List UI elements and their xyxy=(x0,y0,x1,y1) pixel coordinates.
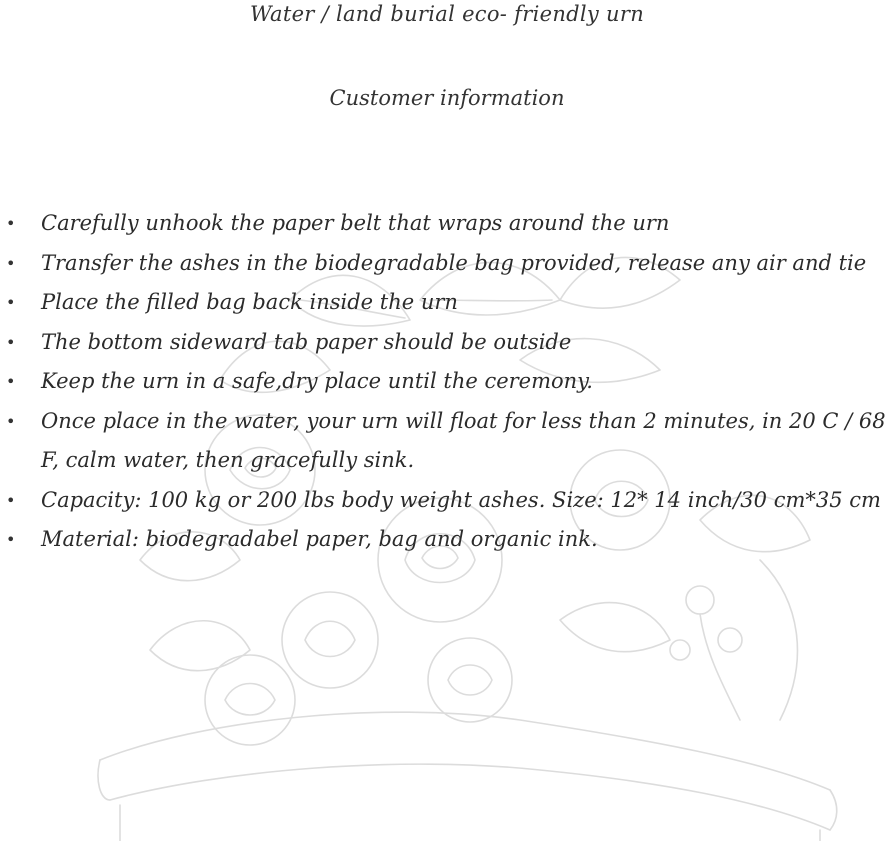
list-item xyxy=(0,323,894,363)
list-item-text: Transfer the ashes in the biodegradable bag provided, release any air and tie xyxy=(41,250,867,275)
list-item-text: Carefully unhook the paper belt that wraps around the urn xyxy=(41,211,670,235)
list-item-text: Capacity: 100 kg or 200 lbs body weight ashes. Size: 12* 14 inch/30 cm*35 cm xyxy=(41,487,881,512)
document-title: Water / land burial eco- friendly urn xyxy=(249,2,645,26)
bullet-icon: • xyxy=(6,293,16,312)
bullet-icon: • xyxy=(6,411,16,431)
list-item-text: Once place in the water, your urn will float for less than 2 minutes, in 20 C / 68 F, calm water, then gracefully sink. xyxy=(41,408,886,472)
list-item xyxy=(0,520,894,560)
list-item xyxy=(0,481,894,521)
bullet-icon: • xyxy=(6,530,16,549)
list-item-text: Keep the urn in a safe,dry place until the ceremony. xyxy=(41,369,593,393)
list-item xyxy=(0,244,894,284)
bullet-icon: • xyxy=(6,253,16,273)
list-item xyxy=(0,204,894,244)
list-item xyxy=(0,362,894,402)
list-item-text: The bottom sideward tab paper should be outside xyxy=(41,329,572,354)
bullet-icon: • xyxy=(6,332,16,352)
instructions-list xyxy=(0,204,894,560)
list-item xyxy=(0,402,894,481)
list-item-text: Material: biodegradabel paper, bag and organic ink. xyxy=(41,527,598,551)
bullet-icon: • xyxy=(6,214,16,233)
document-subtitle: Customer information xyxy=(329,86,565,110)
list-item-text: Place the filled bag back inside the urn xyxy=(41,290,458,314)
list-item xyxy=(0,283,894,323)
bullet-icon: • xyxy=(6,372,16,391)
bullet-icon: • xyxy=(6,490,16,510)
